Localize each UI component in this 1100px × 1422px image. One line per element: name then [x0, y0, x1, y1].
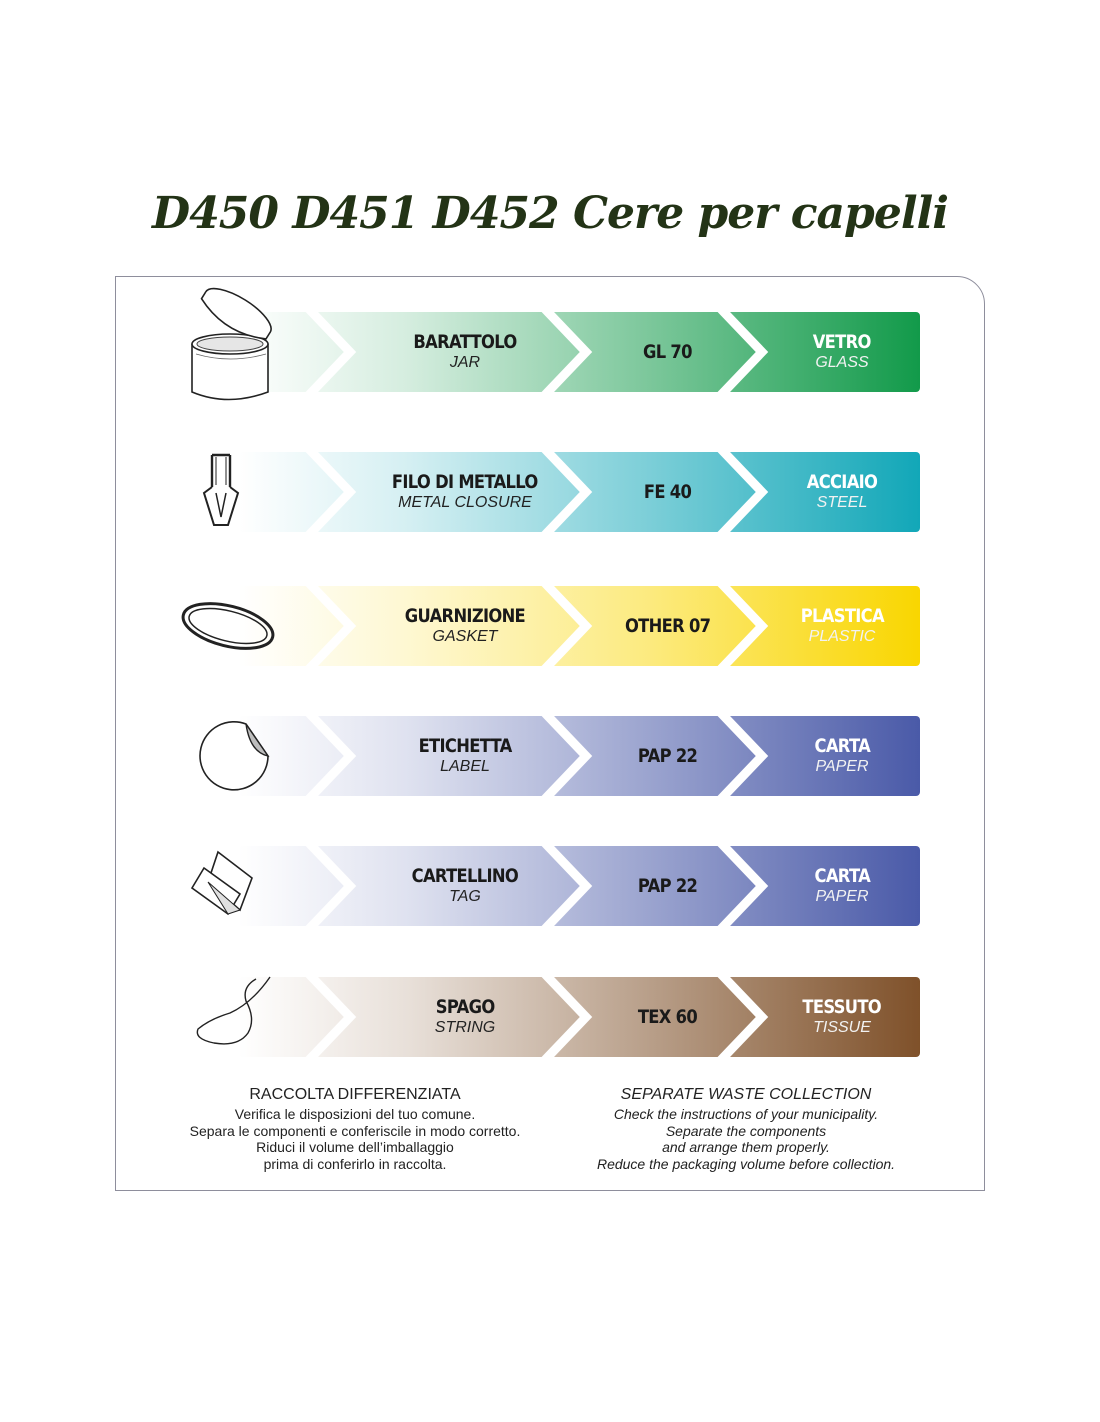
component-cell — [370, 452, 560, 532]
footer-line: Reduce the packaging volume before collection. — [596, 1155, 896, 1172]
material-cell — [762, 977, 922, 1057]
recycling-row-string — [0, 977, 1100, 1061]
component-name: CARTELLINO — [411, 865, 519, 887]
footer-line: Check the instructions of your municipality. — [613, 1106, 879, 1122]
material-code: TEX 60 — [637, 1006, 698, 1028]
gasket-ring-icon — [180, 576, 290, 706]
code-cell — [590, 586, 745, 666]
code-cell — [590, 452, 745, 532]
label-sticker-icon — [178, 712, 288, 842]
code-cell — [590, 716, 745, 796]
component-name: GUARNIZIONE — [404, 605, 526, 627]
material-cell — [762, 716, 922, 796]
jar-icon — [178, 282, 288, 412]
component-cell — [370, 716, 560, 796]
material-name: ACCIAIO — [806, 471, 878, 493]
material-name-en: PAPER — [815, 758, 869, 775]
component-cell — [370, 977, 560, 1057]
string-icon — [190, 973, 300, 1103]
material-name-en: PLASTIC — [808, 628, 876, 645]
recycling-row-gasket — [0, 586, 1100, 670]
material-name: CARTA — [814, 735, 870, 757]
component-name: FILO DI METALLO — [392, 471, 538, 493]
material-code: FE 40 — [643, 481, 692, 503]
recycling-row-label — [0, 716, 1100, 800]
tag-card-icon — [178, 844, 288, 974]
material-name-en: STEEL — [816, 494, 868, 511]
material-code: OTHER 07 — [624, 615, 711, 637]
material-name: PLASTICA — [800, 605, 884, 627]
component-cell — [370, 846, 560, 926]
footer-line: prima di conferirlo in raccolta. — [263, 1155, 447, 1172]
footer-line: Riduci il volume dell’imballaggio — [256, 1139, 454, 1155]
wire-clip-icon — [178, 447, 288, 577]
component-name-en: STRING — [434, 1019, 496, 1036]
code-cell — [590, 846, 745, 926]
footer-line: Separate the components — [665, 1122, 827, 1139]
material-code: GL 70 — [643, 341, 692, 363]
recycling-row-metal-closure — [0, 452, 1100, 536]
material-code: PAP 22 — [637, 875, 698, 897]
footer-heading: SEPARATE WASTE COLLECTION — [620, 1086, 872, 1103]
component-cell — [370, 312, 560, 392]
material-name: CARTA — [814, 865, 870, 887]
recycling-row-jar — [0, 312, 1100, 396]
material-name: VETRO — [813, 331, 871, 353]
material-cell — [762, 586, 922, 666]
material-name-en: GLASS — [815, 354, 869, 371]
component-name-en: METAL CLOSURE — [398, 494, 532, 511]
material-name: TESSUTO — [802, 996, 882, 1018]
material-name-en: PAPER — [815, 888, 869, 905]
footer-line: Separa le componenti e conferiscile in modo corretto. — [189, 1122, 521, 1139]
code-cell — [590, 977, 745, 1057]
material-code: PAP 22 — [637, 745, 698, 767]
footer-english — [570, 1085, 922, 1172]
footer-line: Verifica le disposizioni del tuo comune. — [234, 1106, 476, 1122]
component-name-en: GASKET — [432, 628, 498, 645]
material-cell — [762, 846, 922, 926]
component-name: BARATTOLO — [413, 331, 517, 353]
component-name-en: TAG — [449, 888, 481, 905]
component-name-en: LABEL — [440, 758, 490, 775]
recycling-row-tag — [0, 846, 1100, 930]
footer-line: and arrange them properly. — [662, 1139, 830, 1155]
component-cell — [370, 586, 560, 666]
component-name: ETICHETTA — [418, 735, 512, 757]
page-title: D450 D451 D452 Cere per capelli — [152, 188, 948, 239]
material-cell — [762, 312, 922, 392]
footer-italian — [175, 1085, 535, 1172]
component-name-en: JAR — [449, 354, 481, 371]
component-name: SPAGO — [435, 996, 495, 1018]
code-cell — [590, 312, 745, 392]
footer-heading: RACCOLTA DIFFERENZIATA — [249, 1086, 461, 1103]
material-cell — [762, 452, 922, 532]
material-name-en: TISSUE — [813, 1019, 871, 1036]
